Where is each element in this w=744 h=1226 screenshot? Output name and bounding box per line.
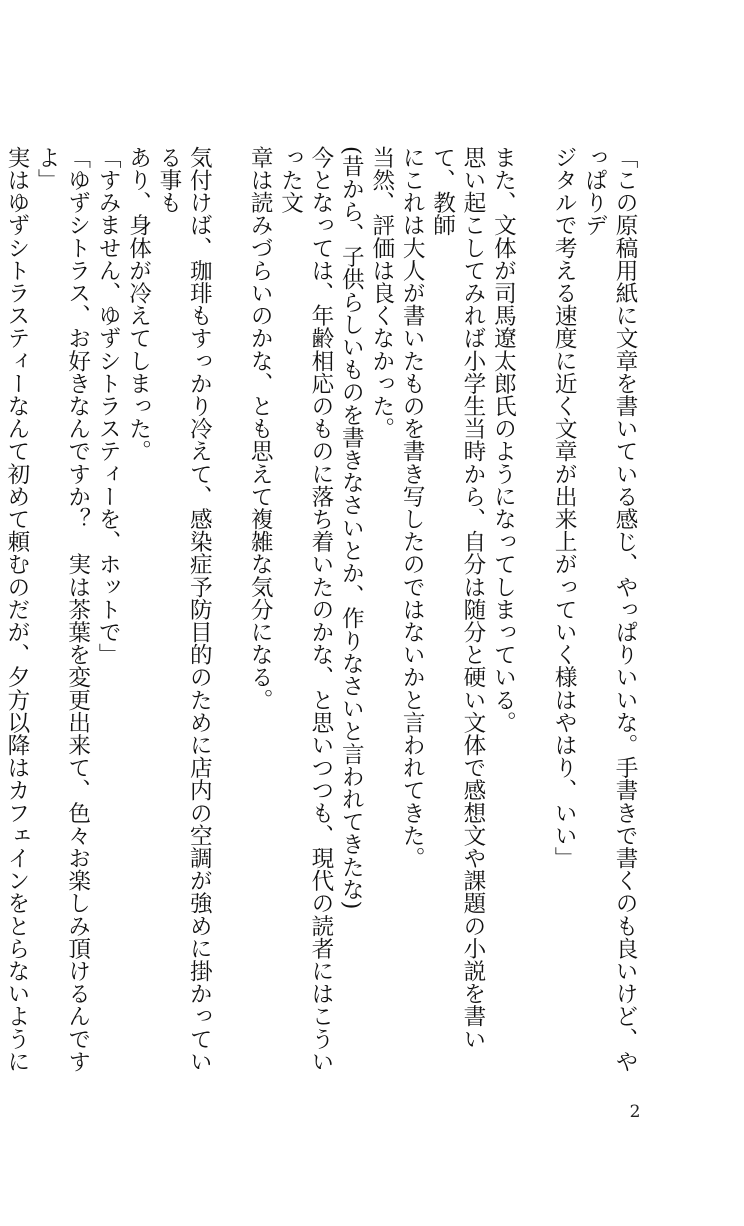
vertical-text-body — [3, 146, 640, 1076]
text-line-2: ジタルで考える速度に近く文章が出来上がっていく様はやはり、いい」 — [551, 146, 578, 870]
text-line-7: 当然、評価は良くなかった。 — [368, 146, 395, 440]
text-line-9: 今となっては、年齢相応のものに落ち着いたのかな、と思いつつも、現代の読者にはこういった文 — [277, 146, 334, 1073]
text-line-6: にこれは大人が書いたものを書き写したのではないかと言われてきた。 — [399, 146, 426, 870]
text-line-13: あり、身体が冷えてしまった。 — [125, 146, 152, 463]
text-line-5: 思い起こしてみれば小学生当時から、自分は随分と硬い文体で感想文や課題の小説を書いて、教師 — [429, 146, 486, 1050]
text-line-4: また、文体が司馬遼太郎氏のようになってしまっている。 — [490, 146, 517, 734]
page-number: 2 — [629, 1102, 641, 1122]
text-line-8: (昔から、子供らしいものを書きなさいとか、作りなさいと言われてきたな) — [338, 146, 365, 910]
text-line-10: 章は読みづらいのかな、とも思えて複雑な気分になる。 — [247, 146, 274, 711]
text-line-14: 「すみません、ゆずシトラスティーを、ホットで」 — [95, 146, 122, 666]
blank-line — [214, 146, 244, 1076]
blank-line — [518, 146, 548, 1076]
text-line-1: 「この原稿用紙に文章を書いている感じ、やっぱりいいな。手書きで書くのも良いけど、やっぱりデ — [581, 146, 638, 1073]
text-line-12: 気付けば、珈琲もすっかり冷えて、感染症予防目的のために店内の空調が強めに掛かっている事も — [155, 146, 213, 1073]
text-line-15: 「ゆずシトラス、お好きなんですか？ 実は茶葉を変更出来て、色々お楽しみ頂けるんですよ」 — [34, 146, 91, 1073]
text-line-16: 実はゆずシトラスティーなんて初めて頼むのだが、夕方以降はカフェインをとらないように — [3, 146, 30, 1073]
